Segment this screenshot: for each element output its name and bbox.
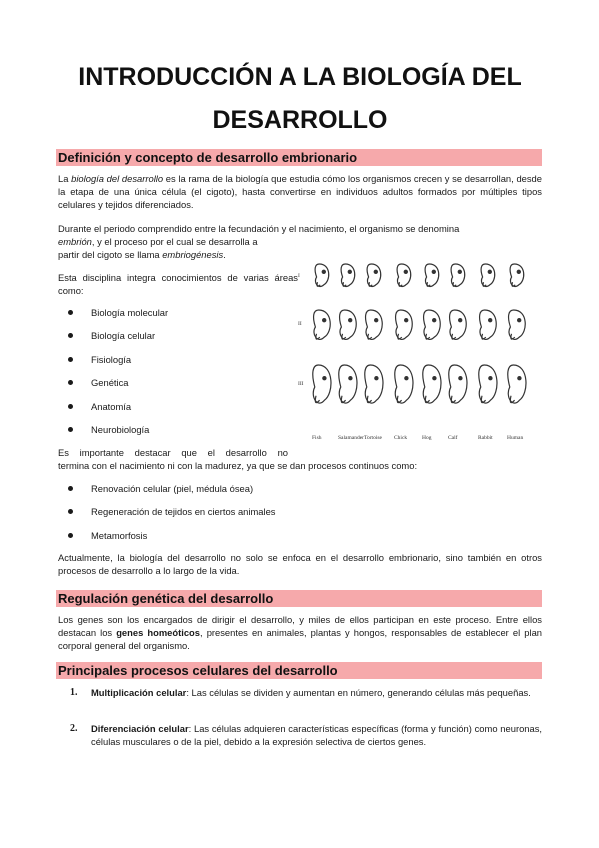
bullet-icon [68,404,73,409]
area-list-item: Biología molecular [91,307,169,318]
bullet-icon [68,486,73,491]
emphasis-term: biología del desarrollo [71,173,164,184]
text-run: La [58,173,72,184]
embryo-tail [451,396,455,403]
embryo-tail [368,334,372,339]
list-number: 2. [70,723,78,734]
bullet-icon [68,427,73,432]
embryo-tail [398,334,402,339]
embryo-eye [405,319,408,322]
paragraph-embryo-line2 [58,235,298,248]
embryo-illustration [298,247,546,443]
section-heading-genetic: Regulación genética del desarrollo [58,591,274,606]
area-list-item: Anatomía [91,400,132,412]
embryo-eye [374,270,377,273]
embryo-eye [459,319,462,322]
embryo-tail [397,396,401,403]
embryo-tail [343,282,346,286]
embryo-tail [317,282,320,286]
text-run: . [223,249,226,260]
embryo-eye [349,319,352,322]
embryo-eye [518,377,521,380]
paragraph-disciplines: Esta disciplina integra conocimientos de varias áreas como: [58,272,298,296]
embryo-tail [481,396,485,403]
bullet-icon [68,380,73,385]
embryo-eye [375,319,378,322]
embryo-tail [341,396,345,403]
row-label-2: II [298,321,302,327]
species-caption: Salamander [338,435,364,441]
embryo-comparison-figure [298,247,546,443]
paragraph-genes [58,613,542,652]
area-list-item: Fisiología [91,353,132,365]
area-list-item: Genética [91,377,129,389]
process-item-2 [91,722,542,748]
species-captions [312,434,523,441]
embryo-eye [404,270,407,273]
embryo-tail [510,396,514,403]
embryo-tail [425,396,429,403]
text-run: , presentes en animales, plantas y hongos, responsables de establecer el plan corporal general del organismo. [58,627,542,651]
strong-term: Multiplicación celular [91,687,187,698]
embryo-eye [349,377,352,380]
embryo-eye [459,377,462,380]
species-caption: Hog [422,435,432,441]
embryo-eye [432,270,435,273]
list-number: 1. [70,687,78,698]
embryo-eye [458,270,461,273]
embryo-eye [433,319,436,322]
species-caption: Rabbit [478,435,493,441]
text-run: es la rama de la biología que estudia cómo los organismos crecen y se desarrollan, desde la etapa de una única célula (el cigoto), hasta convertirse en individuos adultos formados por múltiples tipos celulares y tejidos diferenciados. [58,173,542,210]
strong-term: Diferenciación celular [91,723,189,734]
paragraph-embryo-line1: Durante el periodo comprendido entre la fecundación y el nacimiento, el organismo se denomina [58,223,460,234]
embryo-tail [427,282,430,286]
bullet-icon [68,310,73,315]
bullet-icon [68,333,73,338]
embryo-tail [453,282,456,286]
section-heading-definition: Definición y concepto de desarrollo embrionario [58,150,358,165]
embryo-eye [348,270,351,273]
emphasis-term: embrión [58,236,92,247]
embryo-tail [452,334,456,339]
species-caption: Tortoise [364,435,382,441]
text-run: : Las células se dividen y aumentan en número, generando células más pequeñas. [186,687,531,698]
text-run: Los genes son los encargados de dirigir el desarrollo, y miles de ellos participan en este proceso. Entre ellos destacan los [58,614,542,638]
paragraph-definition [58,172,542,211]
process-list-item: Renovación celular (piel, médula ósea) [91,483,254,494]
embryo-eye [405,377,408,380]
embryo-tail [482,334,486,339]
embryo-tail [483,282,486,286]
process-list-item: Regeneración de tejidos en ciertos animales [91,506,276,518]
embryo-tail [369,282,372,286]
bullet-icon [68,533,73,538]
embryo-tail [316,334,320,339]
embryo-tail [367,396,371,403]
embryo-eye [433,377,436,380]
embryo-eye [518,319,521,322]
bullet-icon [68,357,73,362]
area-list-item: Neurobiología [91,424,150,435]
embryo-tail [511,334,515,339]
row-label-1: I [298,273,300,279]
process-item-1 [91,686,542,699]
embryo-drawings [313,264,526,403]
row-label-3: III [298,381,304,387]
embryo-eye [323,319,326,322]
embryo-tail [512,282,515,286]
emphasis-term: embriogénesis [162,249,224,260]
species-caption: Chick [394,435,408,441]
paragraph-continuous-line2: termina con el nacimiento ni con la madurez, ya que se dan procesos continuos como: [58,460,418,471]
embryo-tail [315,396,319,403]
text-run: partir del cigoto se llama [58,249,163,260]
embryo-eye [375,377,378,380]
embryo-eye [322,270,325,273]
paragraph-continuous-line1: Es importante destacar que el desarrollo no [58,447,288,458]
species-caption: Fish [312,435,322,441]
embryo-tail [399,282,402,286]
area-list-item: Biología celular [91,330,156,342]
species-caption: Human [507,435,524,441]
embryo-tail [342,334,346,339]
page-title: INTRODUCCIÓN A LA BIOLOGÍA DEL DESARROLLO [78,63,522,134]
process-list-item: Metamorfosis [91,529,148,541]
embryo-eye [489,319,492,322]
paragraph-embryo-line3 [58,248,298,261]
text-run: , y el proceso por el cual se desarrolla a [91,236,258,247]
embryo-eye [517,270,520,273]
species-caption: Calf [448,435,458,441]
section-heading-processes: Principales procesos celulares del desarrollo [58,663,338,678]
embryo-tail [426,334,430,339]
embryo-eye [323,377,326,380]
embryo-eye [488,270,491,273]
paragraph-current: Actualmente, la biología del desarrollo no solo se enfoca en el desarrollo embrionario, sino también en otros procesos de desarrollo a lo largo de la vida. [58,552,542,576]
strong-term: genes homeóticos [116,627,200,638]
text-run: : Las células adquieren características específicas (forma y función) como neuronas, células musculares o de la piel, debido a la expresión selectiva de ciertos genes. [91,723,543,747]
embryo-eye [489,377,492,380]
bullet-icon [68,509,73,514]
